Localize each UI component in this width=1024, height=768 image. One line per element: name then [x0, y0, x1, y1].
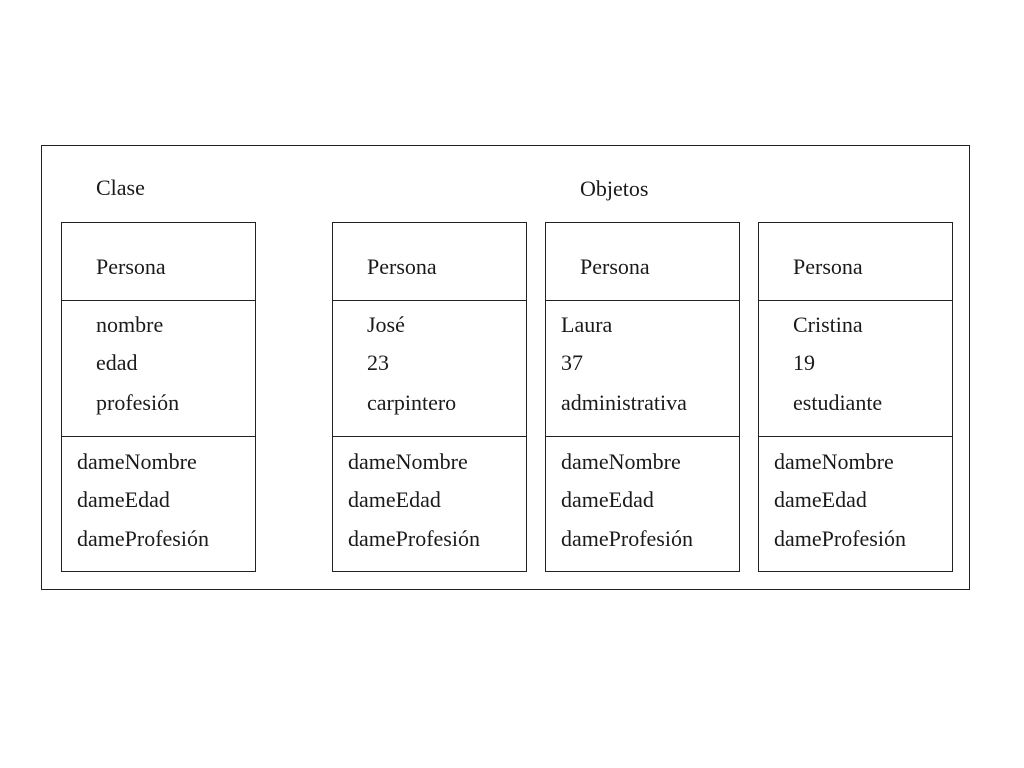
object-methods-section	[333, 437, 526, 571]
class-attribute: nombre	[96, 312, 164, 337]
class-method: dameProfesión	[77, 526, 209, 551]
object-name-section	[546, 223, 739, 301]
object-box-jose	[332, 222, 527, 572]
object-class-name: Persona	[580, 254, 650, 279]
class-box	[61, 222, 256, 572]
object-value: José	[367, 312, 405, 337]
object-methods-section	[759, 437, 952, 571]
class-method: dameEdad	[77, 487, 170, 512]
object-value: administrativa	[561, 390, 687, 415]
object-method: dameProfesión	[561, 526, 693, 551]
object-method: dameNombre	[774, 449, 894, 474]
object-value: 19	[793, 350, 815, 375]
object-values-section	[759, 301, 952, 437]
object-method: dameEdad	[774, 487, 867, 512]
object-method: dameEdad	[561, 487, 654, 512]
class-attribute: profesión	[96, 390, 180, 415]
object-method: dameEdad	[348, 487, 441, 512]
class-attributes-section	[62, 301, 255, 437]
object-method: dameProfesión	[348, 526, 480, 551]
clase-label: Clase	[96, 175, 145, 200]
object-values-section	[333, 301, 526, 437]
object-box-cristina	[758, 222, 953, 572]
object-method: dameProfesión	[774, 526, 906, 551]
class-name-section	[62, 223, 255, 301]
class-attribute: edad	[96, 350, 138, 375]
class-methods-section	[62, 437, 255, 571]
object-box-laura	[545, 222, 740, 572]
class-method: dameNombre	[77, 449, 197, 474]
class-name: Persona	[96, 254, 166, 279]
object-methods-section	[546, 437, 739, 571]
object-value: 23	[367, 350, 389, 375]
object-class-name: Persona	[367, 254, 437, 279]
object-method: dameNombre	[561, 449, 681, 474]
object-value: Laura	[561, 312, 613, 337]
objetos-label: Objetos	[580, 176, 649, 201]
object-value: carpintero	[367, 390, 457, 415]
object-method: dameNombre	[348, 449, 468, 474]
object-value: Cristina	[793, 312, 863, 337]
object-name-section	[333, 223, 526, 301]
object-value: estudiante	[793, 390, 883, 415]
object-name-section	[759, 223, 952, 301]
object-values-section	[546, 301, 739, 437]
object-value: 37	[561, 350, 583, 375]
object-class-name: Persona	[793, 254, 863, 279]
